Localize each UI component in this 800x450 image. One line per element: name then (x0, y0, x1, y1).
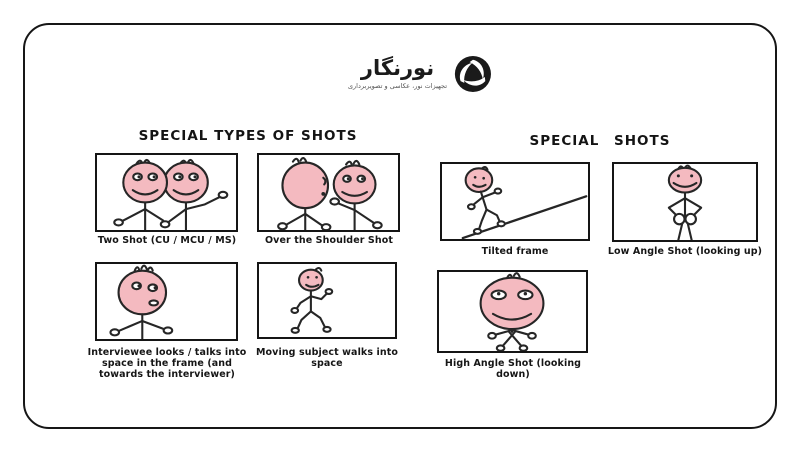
shot-caption-high-angle: High Angle Shot (looking down) (444, 358, 582, 381)
moving-subject-figure-icon (259, 264, 395, 337)
shot-box-interviewee (95, 262, 238, 341)
shot-box-over-shoulder (257, 153, 400, 232)
brand-tagline: تجهیزات نور، عکاسی و تصویربرداری (347, 82, 448, 90)
shot-box-tilted-frame (440, 162, 590, 241)
content-card (23, 23, 777, 429)
section-title-special-types: SPECIAL TYPES OF SHOTS (138, 128, 358, 144)
shot-caption-interviewee: Interviewee looks / talks into space in the frame (and towards the interviewer) (87, 347, 247, 381)
logo (348, 55, 492, 93)
shot-caption-moving-subject: Moving subject walks into space (255, 347, 398, 370)
section-title-special-shots: SPECIAL SHOTS (529, 133, 671, 149)
shot-caption-two-shot: Two Shot (CU / MCU / MS) (97, 235, 237, 246)
shot-box-low-angle (612, 162, 758, 242)
shot-caption-over-shoulder: Over the Shoulder Shot (264, 235, 394, 246)
shutter-icon (454, 55, 492, 93)
tilted-frame-figure-icon (442, 164, 588, 239)
two-shot-figure-icon (97, 155, 236, 230)
brand-name: نورنگار (360, 56, 435, 80)
shot-caption-tilted-frame: Tilted frame (481, 246, 549, 257)
interviewee-figure-icon (97, 264, 236, 339)
shot-box-moving-subject (257, 262, 397, 339)
shot-box-two-shot (95, 153, 238, 232)
shot-caption-low-angle: Low Angle Shot (looking up) (607, 246, 763, 257)
shot-box-high-angle (437, 270, 588, 353)
high-angle-figure-icon (439, 272, 586, 351)
over-the-shoulder-figure-icon (259, 155, 398, 230)
logo-words (348, 58, 447, 90)
low-angle-figure-icon (614, 164, 756, 240)
